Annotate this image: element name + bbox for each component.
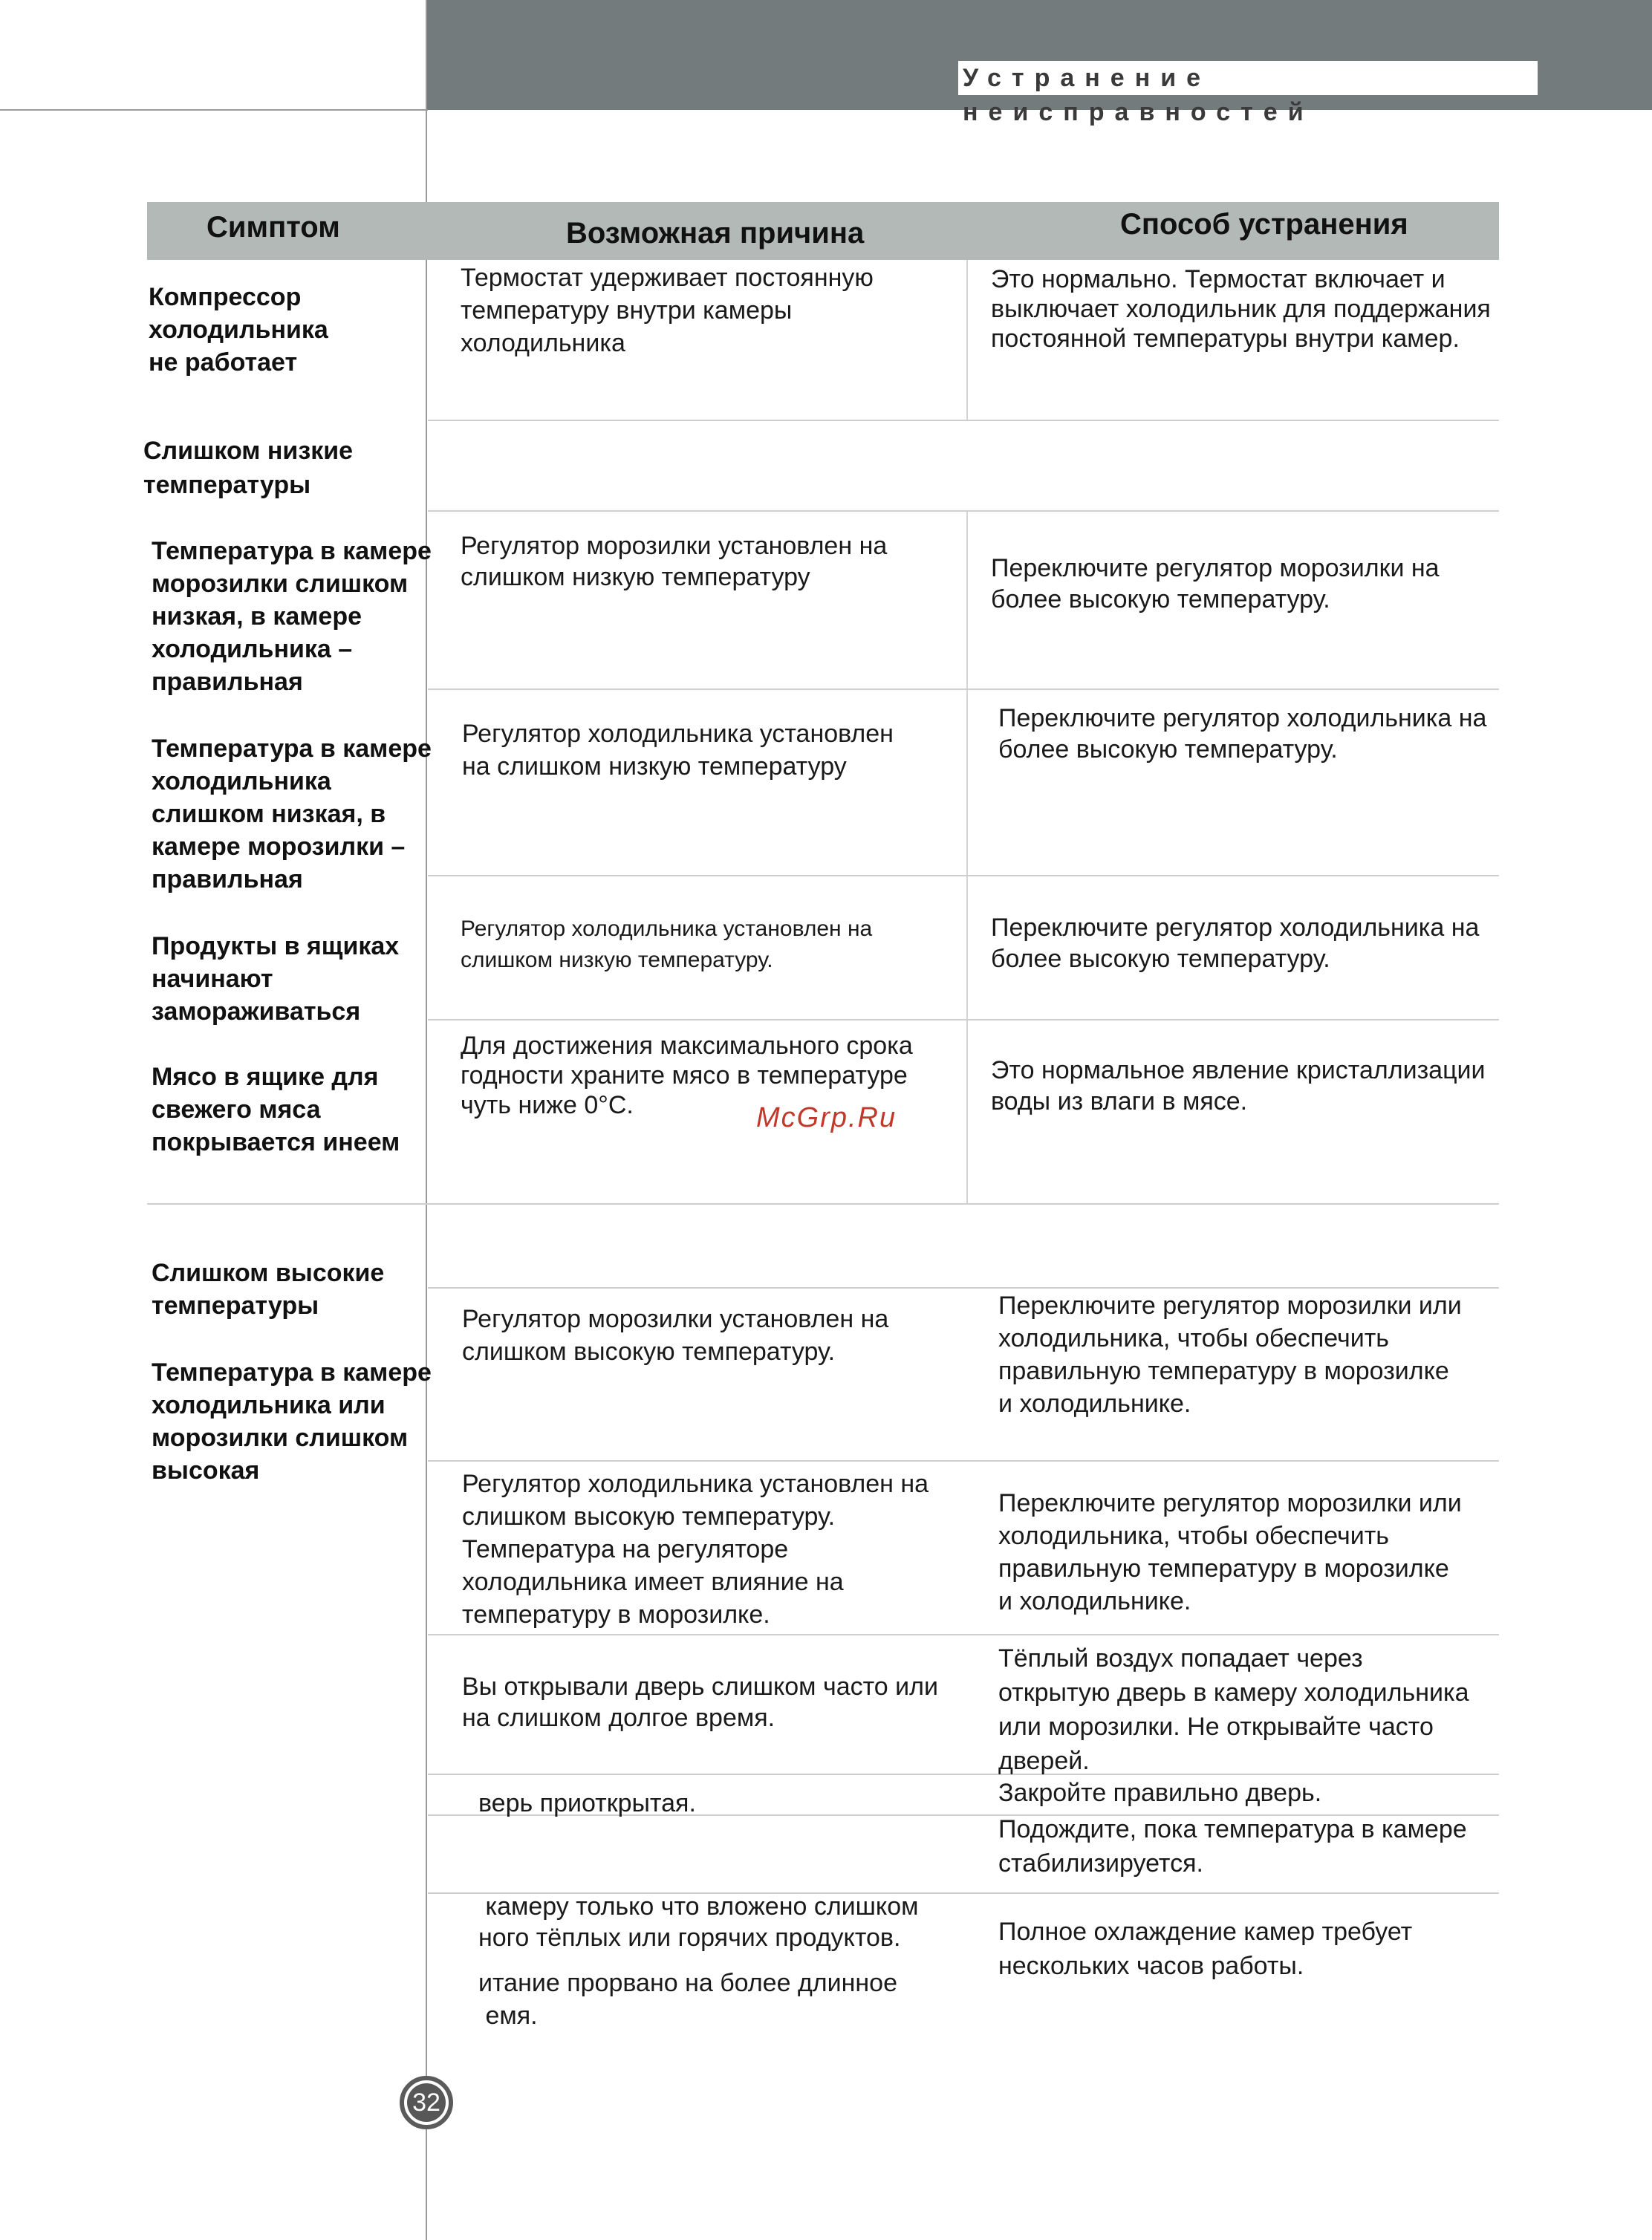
- cause-meat-storage: Для достижения максимального срока годности храните мясо в температуре чуть ниже 0°C.: [461, 1032, 913, 1119]
- symptom-freezer-too-cold: Температура в камере морозилки слишком низкая, в камере холодильника – правильная: [152, 537, 432, 696]
- solution-close-door: Закройте правильно дверь.: [998, 1779, 1322, 1807]
- top-rule: [0, 109, 428, 111]
- row-divider: [428, 420, 1499, 421]
- cause-fridge-setting-high: Регулятор холодильника установлен на слишком высокую температуру. Температура на регуляторе холодильника имеет влияние на температуру в морозилке.: [462, 1470, 929, 1629]
- solution-adjust-settings-2: Переключите регулятор морозилки или холодильника, чтобы обеспечить правильную температуру в морозилке и холодильнике.: [998, 1489, 1462, 1615]
- section-title: Устранение неисправностей: [958, 61, 1538, 95]
- section-too-low: Слишком низкие температуры: [143, 437, 354, 499]
- row-divider: [428, 510, 1499, 512]
- row-divider: [428, 1287, 1499, 1289]
- solution-raise-freezer: Переключите регулятор морозилки на более высокую температуру.: [991, 554, 1440, 613]
- section-too-high: Слишком высокие температуры: [152, 1259, 385, 1320]
- watermark: McGrp.Ru: [756, 1102, 897, 1133]
- symptom-drawers-freezing: Продукты в ящиках начинают замораживаться: [152, 932, 400, 1026]
- row-divider: [428, 688, 1499, 690]
- row-divider: [428, 875, 1499, 876]
- column-header-cause: Возможная причина: [566, 217, 865, 250]
- cause-thermostat: Термостат удерживает постоянную температуру внутри камеры холодильника: [461, 264, 874, 357]
- page-number: 32: [407, 2083, 446, 2122]
- cause-freezer-setting-high: Регулятор морозилки установлен на слишком высокую температуру.: [462, 1305, 889, 1366]
- solution-raise-fridge-2: Переключите регулятор холодильника на более высокую температуру.: [991, 914, 1480, 973]
- cause-fridge-setting-low-2: Регулятор холодильника установлен на слишком низкую температуру.: [461, 916, 873, 972]
- symptom-meat-frost: Мясо в ящике для свежего мяса покрывается инеем: [152, 1063, 400, 1156]
- row-divider: [428, 1460, 1499, 1462]
- symptom-compressor: Компрессор холодильника не работает: [149, 283, 328, 377]
- cause-door-opened-often: Вы открывали дверь слишком часто или на слишком долгое время.: [462, 1673, 938, 1732]
- solution-adjust-settings: Переключите регулятор морозилки или холодильника, чтобы обеспечить правильную температуру в морозилке и холодильнике.: [998, 1292, 1462, 1418]
- solution-wait-stabilize: Подождите, пока температура в камере стабилизируется.: [998, 1815, 1467, 1878]
- column-header-solution: Способ устранения: [1120, 208, 1408, 241]
- symptom-too-warm: Температура в камере холодильника или морозилки слишком высокая: [152, 1358, 432, 1485]
- column-divider: [966, 511, 968, 1203]
- page-number-badge: [400, 2076, 453, 2129]
- solution-warm-air: Тёплый воздух попадает через открытую дверь в камеру холодильника или морозилки. Не открывайте часто дверей.: [998, 1644, 1469, 1775]
- solution-full-cooling: Полное охлаждение камер требует нескольких часов работы.: [998, 1918, 1413, 1980]
- cause-power-outage: итание прорвано на более длинное емя.: [478, 1969, 897, 2030]
- page-margin-line: [426, 0, 427, 2240]
- column-header-symptom: Симптом: [206, 211, 340, 244]
- cause-door-ajar: верь приоткрытая.: [478, 1789, 696, 1817]
- column-divider: [966, 260, 968, 420]
- cause-warm-food: камеру только что вложено слишком ного тёплых или горячих продуктов.: [478, 1892, 919, 1952]
- cause-freezer-setting-low: Регулятор морозилки установлен на слишком низкую температуру: [461, 532, 888, 591]
- row-divider: [428, 1019, 1499, 1020]
- solution-crystallization: Это нормальное явление кристаллизации воды из влаги в мясе.: [991, 1056, 1486, 1116]
- solution-normal: Это нормально. Термостат включает и выключает холодильник для поддержания постоянной температуры внутри камер.: [991, 265, 1491, 353]
- section-divider: [147, 1203, 1499, 1205]
- row-divider: [428, 1634, 1499, 1635]
- cause-fridge-setting-low: Регулятор холодильника установлен на слишком низкую температуру: [462, 720, 894, 781]
- symptom-fridge-too-cold: Температура в камере холодильника слишком низкая, в камере морозилки – правильная: [152, 735, 432, 893]
- solution-raise-fridge: Переключите регулятор холодильника на более высокую температуру.: [998, 704, 1487, 764]
